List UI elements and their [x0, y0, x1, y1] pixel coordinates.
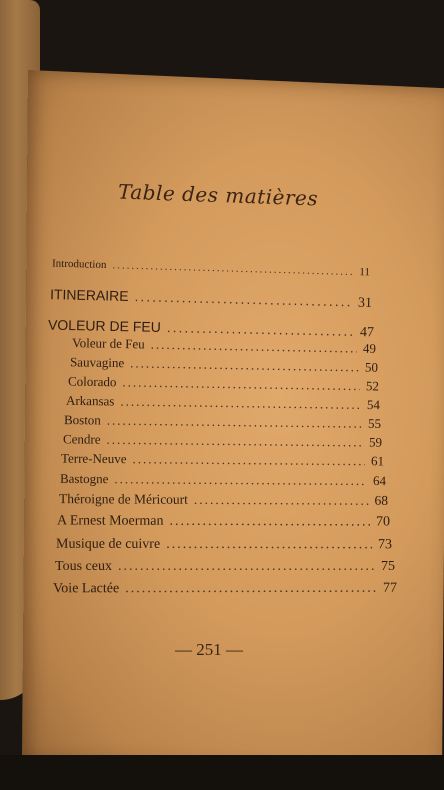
leader-dots — [132, 451, 365, 469]
toc-entry-page: 64 — [372, 473, 387, 489]
toc-entry-label: Terre-Neuve — [60, 450, 127, 467]
toc-entry-page: 47 — [359, 325, 375, 341]
toc-entry-bastogne — [60, 471, 386, 489]
toc-entry-label: Voleur de Feu — [71, 335, 145, 352]
toc-entry-terre-neuve — [61, 451, 384, 470]
toc-entry-page: 49 — [362, 340, 377, 356]
toc-entry-page: 61 — [370, 453, 385, 469]
toc-entry-label: A Ernest Moerman — [56, 513, 164, 529]
toc-entry-label: Théroigne de Méricourt — [58, 491, 188, 507]
toc-entry-page: 55 — [367, 415, 382, 431]
toc-entry-label: Voie Lactée — [52, 581, 120, 597]
toc-entry-page: 31 — [357, 295, 373, 311]
leader-dots — [166, 537, 372, 553]
toc-entry-colorado — [68, 374, 379, 395]
toc-entry-cendre — [63, 431, 382, 450]
toc-entry-page: 68 — [374, 492, 389, 508]
toc-entry-arkansas — [66, 393, 380, 413]
toc-entry-label: Musique de cuivre — [55, 536, 161, 552]
leader-dots — [107, 413, 362, 432]
page-number: — 251 — — [175, 640, 243, 659]
leader-dots — [122, 374, 360, 394]
toc-entry-page: 70 — [375, 514, 391, 530]
leader-dots — [151, 337, 358, 357]
toc-entry-label: Cendre — [62, 431, 101, 447]
toc-entry-page: 59 — [368, 434, 383, 450]
toc-entry-label: Arkansas — [65, 392, 115, 409]
toc-entry-page: 54 — [366, 397, 381, 413]
leader-dots — [120, 394, 361, 413]
leader-dots — [114, 471, 367, 489]
toc-entry-label: Introduction — [51, 257, 107, 272]
toc-entry-label: Colorado — [67, 373, 117, 390]
toc-entry-a-ernest-moerman — [57, 513, 390, 530]
toc-entry-label: ITINERAIRE — [49, 286, 129, 304]
page-title: Table des matières — [117, 179, 319, 211]
toc-entry-itineraire — [50, 286, 372, 312]
leader-dots — [130, 355, 359, 375]
leader-dots — [194, 492, 369, 509]
leader-dots — [118, 559, 375, 575]
toc-entry-label: Bastogne — [59, 470, 109, 487]
toc-entry-boston — [64, 412, 381, 432]
toc-entry-introduction — [52, 258, 370, 279]
leader-dots — [106, 432, 363, 451]
background-surface — [0, 755, 444, 790]
leader-dots — [125, 581, 377, 597]
toc-entry-page: 77 — [382, 580, 398, 596]
toc-entry-page: 75 — [381, 559, 395, 574]
toc-entry-voie-lactee — [53, 581, 397, 598]
toc-entry-label: Boston — [63, 412, 101, 428]
toc-entry-theroigne-de-mericourt — [59, 491, 388, 509]
toc-entry-page: 52 — [365, 378, 380, 394]
toc-entry-page: 73 — [377, 537, 393, 553]
toc-entry-musique-de-cuivre — [56, 537, 392, 554]
toc-entry-label: Tous ceux — [55, 559, 112, 574]
toc-entry-page: 11 — [359, 266, 371, 279]
toc-entry-label: Sauvagine — [69, 354, 125, 371]
toc-entry-sauvagine — [70, 354, 378, 375]
toc-entry-page: 50 — [364, 359, 379, 375]
toc-entry-tous-ceux — [55, 559, 395, 575]
leader-dots — [170, 514, 371, 531]
leader-dots — [112, 259, 353, 278]
toc-entry-label: VOLEUR DE FEU — [47, 316, 162, 335]
leader-dots — [167, 319, 354, 339]
leader-dots — [134, 288, 352, 309]
